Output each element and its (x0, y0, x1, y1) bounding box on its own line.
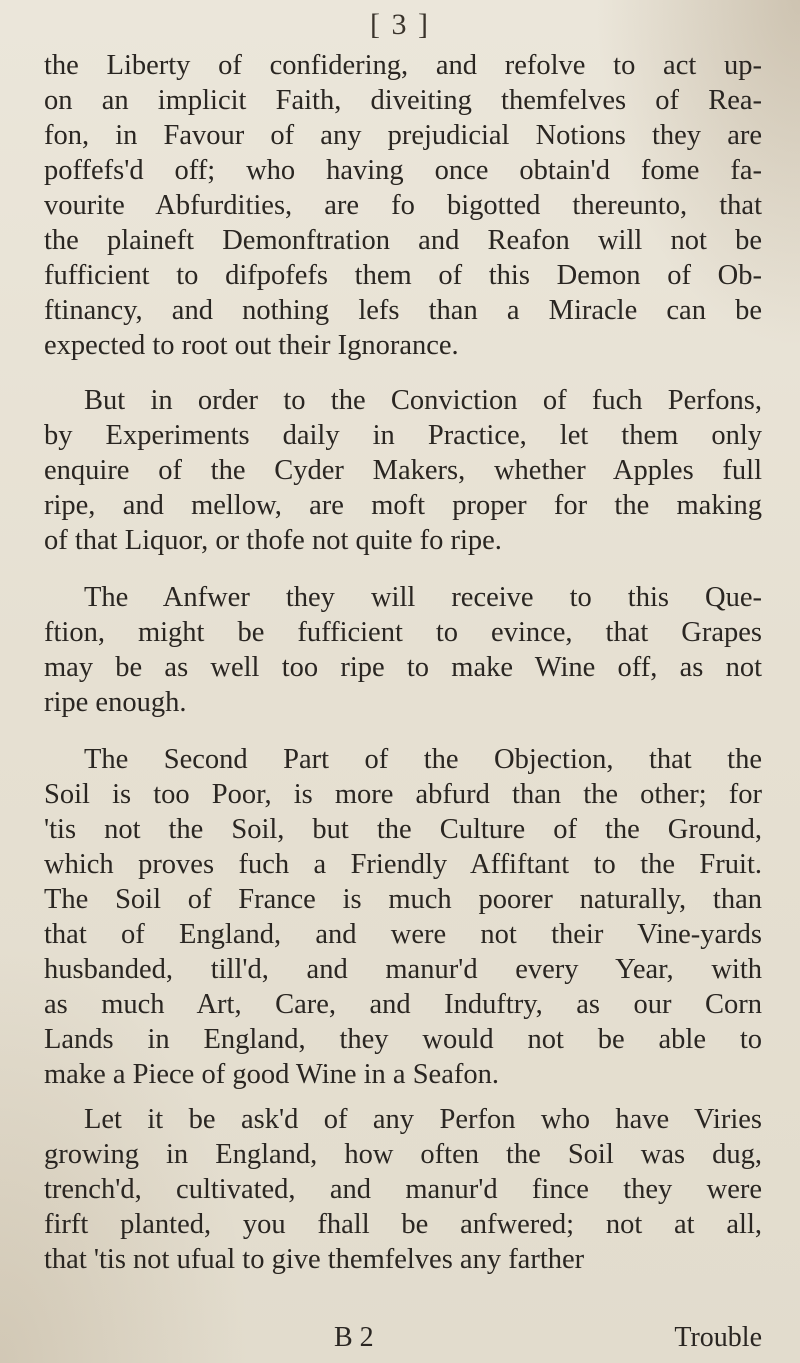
text-line: Let it be ask'd of any Perfon who have Viries (84, 1104, 762, 1135)
catchword: Trouble (674, 1322, 762, 1353)
paragraph (44, 742, 762, 1092)
paragraph (44, 580, 762, 720)
text-line: ftion, might be fufficient to evince, that Grapes (44, 617, 762, 648)
text-line: poffefs'd off; who having once obtain'd fome fa- (44, 155, 762, 186)
text-line: that of England, and were not their Vine-yards (44, 919, 762, 950)
text-line: 'tis not the Soil, but the Culture of the Ground, (44, 814, 762, 845)
text-line: But in order to the Conviction of fuch Perfons, (84, 385, 762, 416)
text-line: that 'tis not ufual to give themfelves any farther (44, 1244, 585, 1275)
text-line: fon, in Favour of any prejudicial Notions they are (44, 120, 762, 151)
text-line: ftinancy, and nothing lefs than a Miracle can be (44, 295, 762, 326)
text-line: enquire of the Cyder Makers, whether Apples full (44, 455, 762, 486)
text-line: The Second Part of the Objection, that the (84, 744, 762, 775)
text-line: husbanded, till'd, and manur'd every Year, with (44, 954, 762, 985)
text-line: growing in England, how often the Soil was dug, (44, 1139, 762, 1170)
text-line: by Experiments daily in Practice, let them only (44, 420, 762, 451)
text-line: make a Piece of good Wine in a Seafon. (44, 1059, 499, 1090)
text-line: fufficient to difpofefs them of this Demon of Ob- (44, 260, 762, 291)
text-line: the Liberty of confidering, and refolve to act up- (44, 50, 762, 81)
text-line: the plaineft Demonftration and Reafon will not be (44, 225, 762, 256)
paragraph (44, 383, 762, 558)
signature-mark: B 2 (334, 1322, 374, 1353)
text-line: as much Art, Care, and Induftry, as our Corn (44, 989, 762, 1020)
paragraph (44, 48, 762, 363)
text-line: ripe, and mellow, are moft proper for the making (44, 490, 762, 521)
text-line: ripe enough. (44, 687, 187, 718)
paragraph (44, 1102, 762, 1277)
text-line: The Soil of France is much poorer naturally, than (44, 884, 762, 915)
page-footer (44, 1322, 762, 1357)
text-line: expected to root out their Ignorance. (44, 330, 459, 361)
page-number: [ 3 ] (370, 8, 430, 41)
text-line: The Anfwer they will receive to this Que- (84, 582, 762, 613)
text-line: firft planted, you fhall be anfwered; not at all, (44, 1209, 762, 1240)
text-line: which proves fuch a Friendly Affiftant to the Fruit. (44, 849, 762, 880)
text-line: trench'd, cultivated, and manur'd fince they were (44, 1174, 762, 1205)
text-line: may be as well too ripe to make Wine off, as not (44, 652, 762, 683)
text-line: of that Liquor, or thofe not quite fo ripe. (44, 525, 502, 556)
text-line: Lands in England, they would not be able to (44, 1024, 762, 1055)
text-line: vourite Abfurdities, are fo bigotted thereunto, that (44, 190, 762, 221)
text-line: Soil is too Poor, is more abfurd than the other; for (44, 779, 762, 810)
text-line: on an implicit Faith, diveiting themfelves of Rea- (44, 85, 762, 116)
